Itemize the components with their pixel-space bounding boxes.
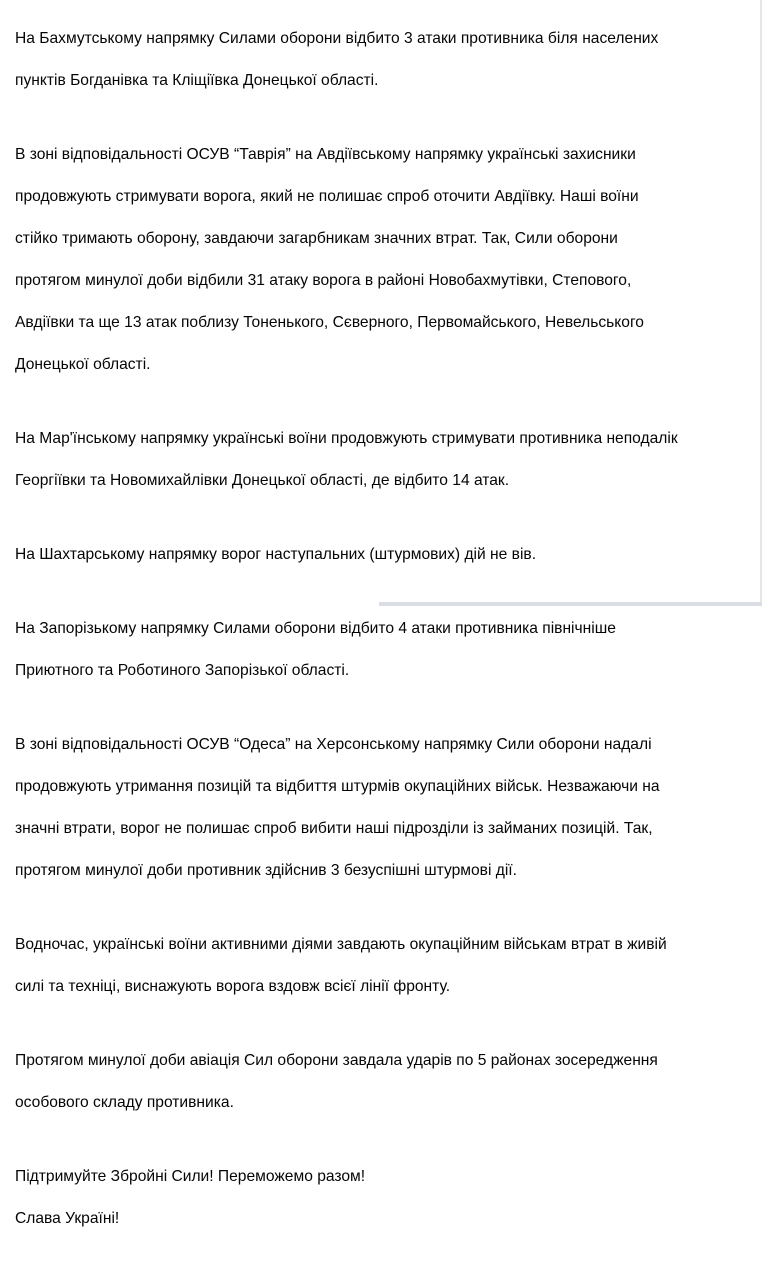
paragraph-shakhtarsk	[15, 523, 750, 586]
paragraph-closing	[15, 1145, 750, 1250]
text-line: Приютного та Роботиного Запорізької області.	[15, 662, 350, 679]
text-line: Георгіївки та Новомихайлівки Донецької області, де відбито 14 атак.	[15, 472, 510, 489]
text-line: В зоні відповідальності ОСУВ “Одеса” на Херсонському напрямку Сили оборони надалі	[15, 736, 652, 753]
text-line: силі та техніці, виснажують ворога вздовж всієї лінії фронту.	[15, 978, 451, 995]
text-line: На Запорізькому напрямку Силами оборони відбито 4 атаки противника північніше	[15, 620, 616, 637]
text-line: Слава Україні!	[15, 1210, 120, 1227]
paragraph-zaporizhzhia	[15, 597, 750, 702]
text-line: протягом минулої доби відбили 31 атаку ворога в районі Новобахмутівки, Степового,	[15, 272, 632, 289]
text-line: На Мар'їнському напрямку українські воїни продовжують стримувати противника неподалік	[15, 430, 678, 447]
paragraph-bakhmut	[15, 7, 750, 112]
text-line: особового складу противника.	[15, 1094, 234, 1111]
text-line: протягом минулої доби противник здійснив 3 безуспішні штурмові дії.	[15, 862, 517, 879]
paragraph-kherson	[15, 713, 750, 902]
text-line: Водночас, українські воїни активними діями завдають окупаційним військам втрат в живій	[15, 936, 667, 953]
text-line: стійко тримають оборону, завдаючи загарбникам значних втрат. Так, Сили оборони	[15, 230, 618, 247]
text-line: На Бахмутському напрямку Силами оборони відбито 3 атаки противника біля населених	[15, 30, 659, 47]
paragraph-aviation	[15, 1029, 750, 1134]
paragraph-marinka	[15, 407, 750, 512]
text-line: На Шахтарському напрямку ворог наступальних (штурмових) дій не вів.	[15, 546, 537, 563]
paragraph-avdiivka	[15, 123, 750, 396]
text-line: Протягом минулої доби авіація Сил оборони завдала ударів по 5 районах зосередження	[15, 1052, 658, 1069]
post-body	[15, 7, 750, 1261]
text-line: Авдіївки та ще 13 атак поблизу Тоненького, Сєверного, Первомайського, Невельського	[15, 314, 644, 331]
text-line: пунктів Богданівка та Кліщіївка Донецької області.	[15, 72, 379, 89]
text-line: Підтримуйте Збройні Сили! Переможемо разом!	[15, 1168, 366, 1185]
text-line: продовжують стримувати ворога, який не полишає спроб оточити Авдіївку. Наші воїни	[15, 188, 639, 205]
paragraph-losses	[15, 913, 750, 1018]
bottom-divider	[379, 602, 762, 606]
text-line: значні втрати, ворог не полишає спроб вибити наші підрозділи із займаних позицій. Так,	[15, 820, 653, 837]
text-line: Донецької області.	[15, 356, 151, 373]
text-line: продовжують утримання позицій та відбиття штурмів окупаційних військ. Незважаючи на	[15, 778, 660, 795]
text-line: В зоні відповідальності ОСУВ “Таврія” на Авдіївському напрямку українські захисники	[15, 146, 636, 163]
